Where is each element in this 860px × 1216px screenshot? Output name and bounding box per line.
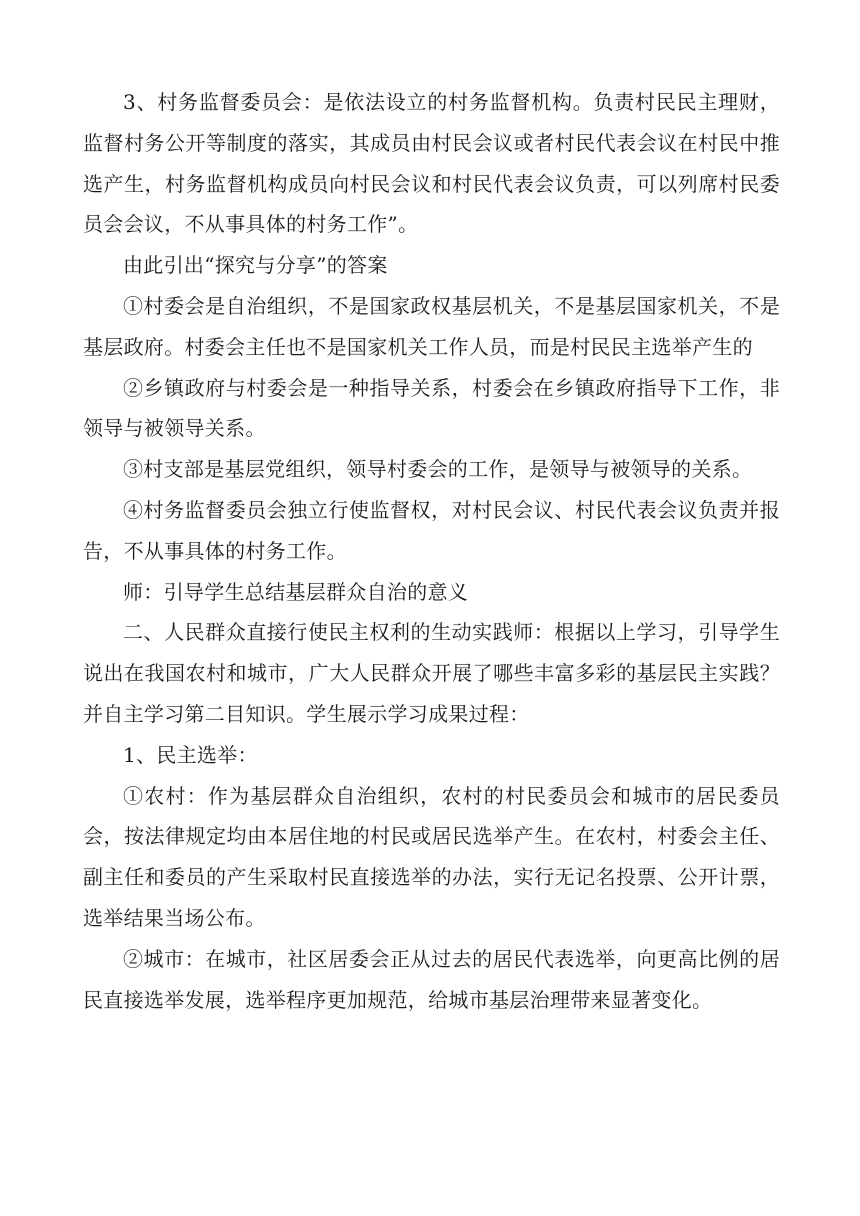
paragraph-urban-election: ②城市：在城市，社区居委会正从过去的居民代表选举，向更高比例的居民直接选举发展，选举程序更加规范，给城市基层治理带来显著变化。: [83, 946, 780, 1012]
paragraph-democratic-election-heading: 1、民主选举：: [123, 742, 258, 767]
paragraph-teacher-guide: 师：引导学生总结基层群众自治的意义: [123, 579, 469, 604]
paragraph-answer-intro: 由此引出“探究与分享”的答案: [123, 253, 388, 278]
paragraph-rural-election: ①农村：作为基层群众自治组织，农村的村民委员会和城市的居民委员会，按法律规定均由本居住地的村民或居民选举产生。在农村，村委会主任、副主任和委员的产生采取村民直接选举的办法，实行无记名投票、公开计票，选举结果当场公布。: [83, 783, 780, 930]
paragraph-village-supervision-committee: 3、村务监督委员会：是依法设立的村务监督机构。负责村民民主理财，监督村务公开等制度的落实，其成员由村民会议或者村民代表会议在村民中推选产生，村务监督机构成员向村民会议和村民代表会议负责，可以列席村民委员会会议，不从事具体的村务工作”。: [83, 90, 780, 237]
paragraph-answer-4: ④村务监督委员会独立行使监督权，对村民会议、村民代表会议负责并报告，不从事具体的村务工作。: [83, 497, 780, 563]
paragraph-answer-2: ②乡镇政府与村委会是一种指导关系，村委会在乡镇政府指导下工作，非领导与被领导关系。: [83, 375, 780, 441]
paragraph-answer-1: ①村委会是自治组织，不是国家政权基层机关，不是基层国家机关，不是基层政府。村委会主任也不是国家机关工作人员，而是村民民主选举产生的: [83, 293, 780, 359]
paragraph-section-two-heading: 二、人民群众直接行使民主权利的生动实践师：根据以上学习，引导学生说出在我国农村和城市，广大人民群众开展了哪些丰富多彩的基层民主实践？并自主学习第二目知识。学生展示学习成果过程：: [83, 620, 780, 726]
paragraph-answer-3: ③村支部是基层党组织，领导村委会的工作，是领导与被领导的关系。: [123, 457, 753, 482]
document-body: [83, 82, 780, 1020]
